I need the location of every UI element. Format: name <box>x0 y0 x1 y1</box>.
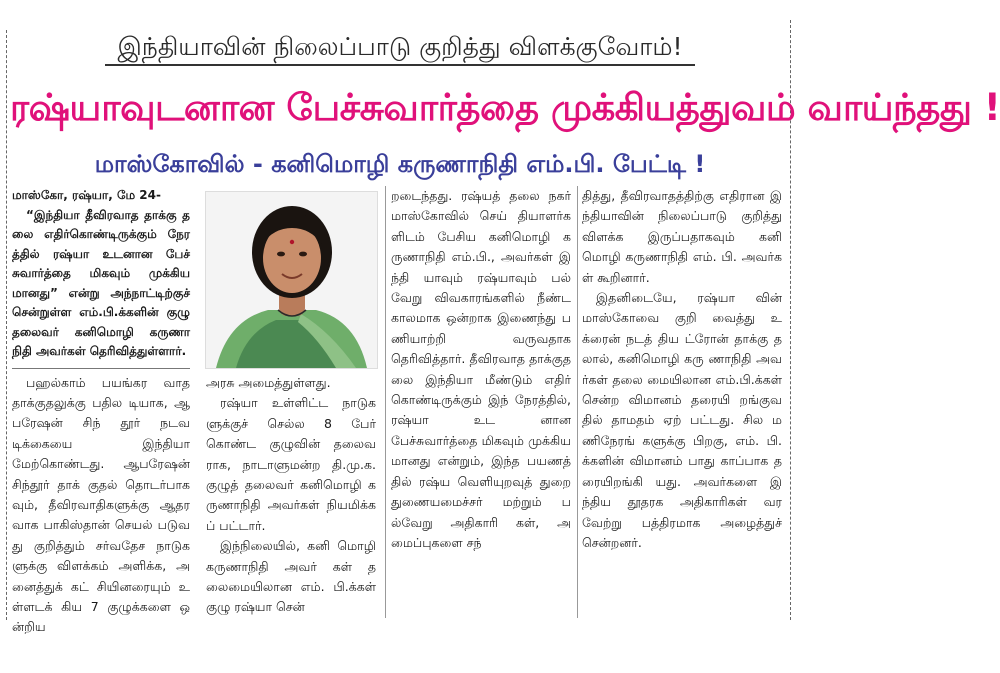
body-paragraph: பஹல்காம் பயங்கர வாத தாக்குதலுக்கு பதில டியாக, ஆபரேஷன் சிந் தூர் நடவடிக்கையை இந்தியா மேற்கொண்டது. ஆபரேஷன் சிந்தூர் தாக் குதல் தொடர்பாகவும், தீவிரவாதிகளுக்கு ஆதர வாக பாகிஸ்தான் செயல் படுவது குறித்தும் சர்வதேச நாடுகளுக்கு விளக்கம் அளிக்க, அனைத்துக் கட் சியினரையும் உள்ளடக் கிய 7 குழுக்களை ஒன்றிய <box>12 374 190 635</box>
headline: ரஷ்யாவுடனான பேச்சுவார்த்தை முக்கியத்துவம் வாய்ந்தது ! <box>10 86 1000 129</box>
body-paragraph: றடைந்தது. ரஷ்யத் தலை நகர் மாஸ்கோவில் செய் தியாளர்களிடம் பேசிய கனிமொழி கருணாநிதி எம்.பி., அவர்கள் இந்தி யாவும் ரஷ்யாவும் பல் வேறு விவகாரங்களில் நீண்ட காலமாக ஒன்றாக இணைந்து பணியாற்றி வருவதாக தெரிவித்தார். தீவிரவாத தாக்குதலை இந்தியா மீண்டும் எதிர் கொண்டிருக்கும் இந் நேரத்தில், ரஷ்யா உட னான பேச்சுவார்த்தை மிகவும் முக்கியமானது என்றும், இந்த பயணத் தில் ரஷ்ய வெளியுறவுத் துறை துணையமைச்சர் மற்றும் பல்வேறு அதிகாரி கள், அமைப்புகளை சந் <box>391 188 571 550</box>
body-paragraph: இந்நிலையில், கனி மொழி கருணாநிதி அவர் கள் தலைமையிலான எம். பி.க்கள் குழு ரஷ்யா சென் <box>206 538 376 615</box>
article-column-1 <box>12 186 190 635</box>
left-column-border <box>6 30 7 620</box>
body-paragraph: ரஷ்யா உள்ளிட்ட நாடுகளுக்குச் செல்ல 8 பேர் கொண்ட குழுவின் தலைவராக, நாடாளுமன்ற தி.மு.க. குழுத் தலைவர் கனிமொழி கருணாநிதி அவர்கள் நியமிக்கப் பட்டார். <box>206 395 376 533</box>
lead-divider <box>12 368 190 369</box>
dateline: மாஸ்கோ, ரஷ்யா, மே 24- <box>12 188 161 202</box>
body-paragraph: இதனிடையே, ரஷ்யா வின் மாஸ்கோவை குறி வைத்து உக்ரைன் நடத் திய ட்ரோன் தாக்கு தலால், கனிமொழி கரு ணாநிதி அவர்கள் தலை மையிலான எம்.பி.க்கள் சென்ற விமானம் தரையி றங்குவதில் தாமதம் ஏற் பட்டது. சில மணிநேரங் களுக்கு பிறகு, எம். பி.க்களின் விமானம் பாது காப்பாக தரையிறங்கி யது. அவர்களை இந்திய தூதரக அதிகாரிகள் வர வேற்று பத்திரமாக அழைத்துச் சென்றனர். <box>582 290 782 550</box>
kicker-title: இந்தியாவின் நிலைப்பாடு குறித்து விளக்குவோம்! <box>105 30 695 66</box>
article-column-3 <box>391 186 571 616</box>
portrait-of-kanimozhi-icon <box>206 192 377 368</box>
article-column-2 <box>206 373 376 618</box>
body-paragraph: அரசு அமைத்துள்ளது. <box>206 375 331 390</box>
column-separator <box>577 186 578 618</box>
article-column-4 <box>582 186 782 616</box>
subheadline: மாஸ்கோவில் - கனிமொழி கருணாநிதி எம்.பி. பேட்டி ! <box>94 150 706 178</box>
body-paragraph: தித்து, தீவிரவாதத்திற்கு எதிரான இந்தியாவின் நிலைப்பாடு குறித்து விளக்க இருப்பதாகவும் கனி மொழி கருணாநிதி எம். பி. அவர்கள் கூறினார். <box>582 188 782 285</box>
column-separator <box>385 186 386 618</box>
portrait-photo <box>205 191 378 369</box>
lead-paragraph: “இந்தியா தீவிரவாத தாக்கு தலை எதிர்கொண்டிருக்கும் நேரத்தில் ரஷ்யா உடனான பேச் சுவார்த்தை மிகவும் முக்கிய மானது” என்று அந்நாட்டிற்குச் சென்றுள்ள எம்.பி.க்களின் குழு தலைவர் கனிமொழி கருணா நிதி அவர்கள் தெரிவித்துள்ளார். <box>12 207 190 358</box>
